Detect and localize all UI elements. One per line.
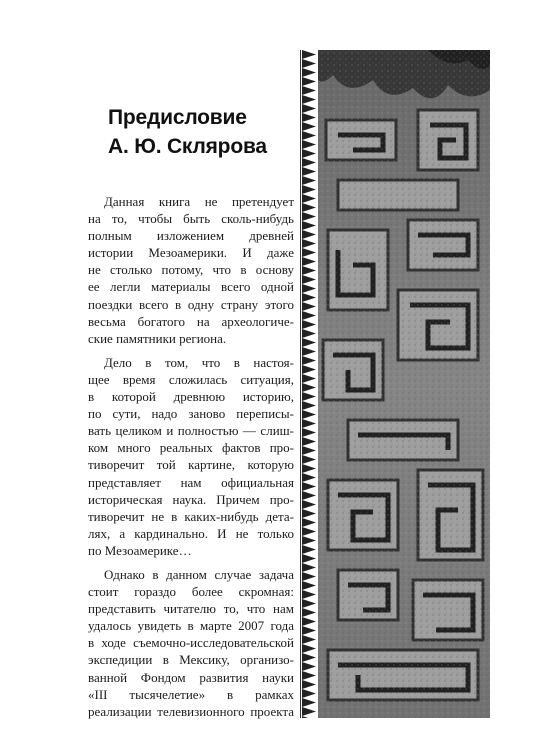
text-line: удалось увидеть в марте 2007 года bbox=[88, 618, 294, 634]
text-line: на то, чтобы быть сколь-нибудь bbox=[88, 211, 294, 227]
text-line: представить читателю то, что нам bbox=[88, 601, 294, 617]
stone-relief-photo bbox=[318, 50, 490, 718]
text-line: ские памятники региона. bbox=[88, 330, 227, 346]
zigzag-triangle bbox=[302, 617, 316, 626]
text-line: Дело в том, что в настоя- bbox=[104, 354, 294, 370]
text-line: не столько потому, что в основу bbox=[88, 262, 294, 278]
zigzag-triangle bbox=[302, 608, 316, 617]
heading-line-2: А. Ю. Склярова bbox=[108, 135, 267, 158]
zigzag-triangle bbox=[302, 437, 316, 446]
zigzag-triangle bbox=[302, 626, 316, 635]
zigzag-triangle bbox=[302, 293, 316, 302]
zigzag-triangle bbox=[302, 59, 316, 68]
text-line: тиворечит не в каких-нибудь дета- bbox=[88, 508, 294, 524]
zigzag-triangle bbox=[302, 86, 316, 95]
zigzag-triangle bbox=[302, 383, 316, 392]
zigzag-triangle bbox=[302, 536, 316, 545]
zigzag-triangle bbox=[302, 302, 316, 311]
zigzag-triangle bbox=[302, 284, 316, 293]
zigzag-triangle bbox=[302, 446, 316, 455]
zigzag-triangle bbox=[302, 176, 316, 185]
text-line: истории Мезоамерики. И даже bbox=[88, 245, 294, 261]
text-line: в ходе съемочно-исследовательской bbox=[88, 635, 294, 651]
zigzag-triangle bbox=[302, 500, 316, 509]
chapter-heading bbox=[108, 103, 308, 161]
zigzag-triangle bbox=[302, 356, 316, 365]
zigzag-triangle bbox=[302, 518, 316, 527]
text-line: Данная книга не претендует bbox=[104, 194, 294, 209]
zigzag-triangle bbox=[302, 401, 316, 410]
zigzag-triangle bbox=[302, 428, 316, 437]
paragraph-3 bbox=[88, 566, 294, 720]
zigzag-triangle bbox=[302, 239, 316, 248]
zigzag-triangle bbox=[302, 122, 316, 131]
zigzag-triangle bbox=[302, 572, 316, 581]
zigzag-triangle bbox=[302, 374, 316, 383]
zigzag-triangle bbox=[302, 311, 316, 320]
zigzag-triangle bbox=[302, 545, 316, 554]
zigzag-triangle bbox=[302, 347, 316, 356]
zigzag-triangle bbox=[302, 653, 316, 662]
zigzag-triangle bbox=[302, 581, 316, 590]
text-line: тиворечит той картине, которую bbox=[88, 457, 294, 473]
zigzag-triangle bbox=[302, 707, 316, 716]
zigzag-triangle bbox=[302, 599, 316, 608]
zigzag-triangle bbox=[302, 635, 316, 644]
zigzag-triangle bbox=[302, 149, 316, 158]
heading-line-1: Предисловие bbox=[108, 106, 247, 129]
text-line: по сути, надо заново переписы- bbox=[88, 406, 294, 422]
zigzag-triangle bbox=[302, 527, 316, 536]
zigzag-triangle bbox=[302, 140, 316, 149]
zigzag-triangle bbox=[302, 248, 316, 257]
text-line: ванной Фондом развития науки bbox=[88, 669, 294, 685]
zigzag-triangle bbox=[302, 482, 316, 491]
text-line: поездки всего в одну страну этого bbox=[88, 296, 294, 312]
text-line: по Мезоамерике… bbox=[88, 542, 192, 558]
zigzag-triangle bbox=[302, 554, 316, 563]
zigzag-triangle bbox=[302, 365, 316, 374]
text-line: весьма богатого на археологиче- bbox=[88, 313, 294, 329]
text-line: лях, а кардинально. И не только bbox=[88, 525, 294, 541]
zigzag-triangle bbox=[302, 716, 316, 718]
text-line: «III тысячелетие» в рамках bbox=[88, 686, 294, 702]
paragraph-1 bbox=[88, 193, 294, 347]
text-line: полным изложением древней bbox=[88, 228, 294, 244]
zigzag-triangle bbox=[302, 455, 316, 464]
text-line: Однако в данном случае задача bbox=[104, 566, 294, 582]
zigzag-triangle bbox=[302, 419, 316, 428]
zigzag-triangle bbox=[302, 167, 316, 176]
stone-relief-image bbox=[318, 50, 490, 718]
paragraph-2 bbox=[88, 354, 294, 559]
zigzag-pattern-icon bbox=[301, 50, 318, 718]
zigzag-triangle bbox=[302, 275, 316, 284]
text-line: вать целиком и полностью — слиш- bbox=[88, 423, 294, 439]
text-line: ее легли материалы всего одной bbox=[88, 279, 294, 295]
decorative-zigzag-border bbox=[300, 50, 319, 718]
zigzag-triangle bbox=[302, 113, 316, 122]
zigzag-triangle bbox=[302, 131, 316, 140]
zigzag-triangle bbox=[302, 473, 316, 482]
zigzag-triangle bbox=[302, 491, 316, 500]
zigzag-triangle bbox=[302, 266, 316, 275]
zigzag-triangle bbox=[302, 338, 316, 347]
zigzag-triangle bbox=[302, 257, 316, 266]
zigzag-triangle bbox=[302, 329, 316, 338]
zigzag-triangle bbox=[302, 185, 316, 194]
text-line: представляет нам официальная bbox=[88, 474, 294, 490]
text-line: в которой древнюю историю, bbox=[88, 389, 294, 405]
zigzag-triangle bbox=[302, 194, 316, 203]
zigzag-triangle bbox=[302, 95, 316, 104]
text-line: стоит гораздо более скромная: bbox=[88, 584, 294, 600]
zigzag-triangle bbox=[302, 680, 316, 689]
zigzag-triangle bbox=[302, 50, 316, 59]
zigzag-triangle bbox=[302, 509, 316, 518]
zigzag-triangle bbox=[302, 590, 316, 599]
zigzag-triangle bbox=[302, 410, 316, 419]
zigzag-triangle bbox=[302, 662, 316, 671]
zigzag-triangle bbox=[302, 212, 316, 221]
text-line: экспедиции в Мексику, организо- bbox=[88, 652, 294, 668]
zigzag-triangle bbox=[302, 203, 316, 212]
zigzag-triangle bbox=[302, 698, 316, 707]
zigzag-triangle bbox=[302, 320, 316, 329]
zigzag-triangle bbox=[302, 158, 316, 167]
zigzag-triangle bbox=[302, 68, 316, 77]
zigzag-triangle bbox=[302, 77, 316, 86]
text-line: щее время сложилась ситуация, bbox=[88, 371, 294, 387]
zigzag-triangle bbox=[302, 104, 316, 113]
zigzag-triangle bbox=[302, 671, 316, 680]
zigzag-triangle bbox=[302, 644, 316, 653]
zigzag-triangle bbox=[302, 230, 316, 239]
body-text bbox=[88, 193, 294, 727]
text-line: ком много реальных фактов про- bbox=[88, 440, 294, 456]
text-line: историческая наука. Причем про- bbox=[88, 491, 294, 507]
zigzag-triangle bbox=[302, 689, 316, 698]
zigzag-triangle bbox=[302, 563, 316, 572]
zigzag-triangle bbox=[302, 464, 316, 473]
zigzag-triangle bbox=[302, 392, 316, 401]
zigzag-triangle bbox=[302, 221, 316, 230]
text-line: реализации телевизионного проекта bbox=[88, 703, 294, 719]
